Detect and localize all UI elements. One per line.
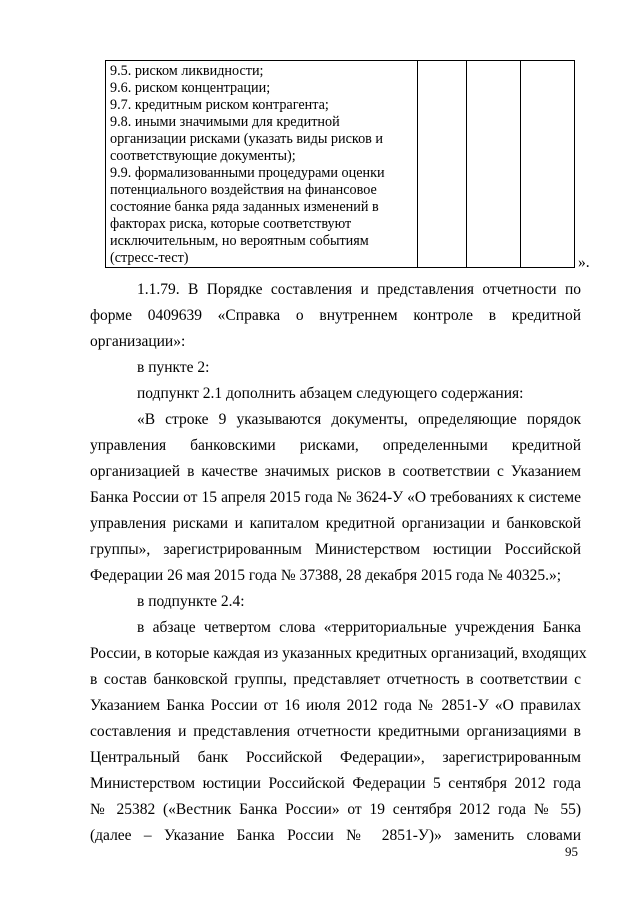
risk-list-cell xyxy=(106,61,418,268)
paragraph-line: Министерством юстиции Российской Федерации 5 сентября 2012 года xyxy=(90,775,581,792)
paragraph-line: (далее – Указание Банка России № 2851-У)» заменить словами xyxy=(90,827,581,844)
paragraph-line: № 25382 («Вестник Банка России» от 19 сентября 2012 года № 55) xyxy=(90,801,581,818)
paragraph-line: «В строке 9 указываются документы, определяющие порядок xyxy=(137,411,581,428)
paragraph-line: подпункт 2.1 дополнить абзацем следующего содержания: xyxy=(137,385,524,402)
paragraph-line: форме 0409639 «Справка о внутреннем контроле в кредитной xyxy=(90,307,581,324)
table-line: соответствующие документы); xyxy=(110,148,296,164)
page-number: 95 xyxy=(565,844,578,859)
paragraph-line: России, в которые каждая из указанных кредитных организаций, входящих xyxy=(90,645,587,662)
paragraph-line: Федерации 26 мая 2015 года № 37388, 28 декабря 2015 года № 40325.»; xyxy=(90,567,562,584)
empty-cell xyxy=(521,61,575,268)
risk-table xyxy=(105,60,575,268)
table-row xyxy=(106,61,575,268)
table-line: исключительным, но вероятным событиям xyxy=(110,233,369,249)
table-line: 9.5. риском ликвидности; xyxy=(110,63,264,79)
paragraph-line: группы», зарегистрированным Министерством юстиции Российской xyxy=(90,541,581,558)
table-line: 9.9. формализованными процедурами оценки xyxy=(110,165,385,181)
table-line: 9.8. иными значимыми для кредитной xyxy=(110,114,340,130)
paragraph-line: Центральный банк Российской Федерации», зарегистрированным xyxy=(90,749,581,766)
paragraph-line: составления и представления отчетности кредитными организациями в xyxy=(90,723,581,740)
closing-quote: ». xyxy=(578,254,590,271)
table-line: состояние банка ряда заданных изменений в xyxy=(110,199,379,215)
table-line: 9.7. кредитным риском контрагента; xyxy=(110,97,329,113)
paragraph-line: организацией в качестве значимых рисков в соответствии с Указанием xyxy=(90,463,581,480)
table-line: (стресс-тест) xyxy=(110,250,189,266)
paragraph-line: в абзаце четвертом слова «территориальные учреждения Банка xyxy=(137,619,581,636)
table-line: 9.6. риском концентрации; xyxy=(110,80,271,96)
paragraph-line: управления банковскими рисками, определенными кредитной xyxy=(90,437,581,454)
paragraph-line: в состав банковской группы, представляет отчетность в соответствии с xyxy=(90,671,581,688)
table-line: потенциального воздействия на финансовое xyxy=(110,182,377,198)
paragraph-line: управления рисками и капиталом кредитной организации и банковской xyxy=(90,515,581,532)
paragraph-line: Указанием Банка России от 16 июля 2012 года № 2851-У «О правилах xyxy=(90,697,581,714)
paragraph-line: в пункте 2: xyxy=(137,359,210,376)
empty-cell xyxy=(418,61,467,268)
paragraph-line: в подпункте 2.4: xyxy=(137,593,245,610)
paragraph-line: 1.1.79. В Порядке составления и представления отчетности по xyxy=(137,281,581,298)
paragraph-line: Банка России от 15 апреля 2015 года № 3624-У «О требованиях к системе xyxy=(90,489,581,506)
table-line: факторах риска, которые соответствуют xyxy=(110,216,352,232)
paragraph-line: организации»: xyxy=(90,333,186,350)
table-line: организации рисками (указать виды рисков и xyxy=(110,131,384,147)
empty-cell xyxy=(467,61,521,268)
